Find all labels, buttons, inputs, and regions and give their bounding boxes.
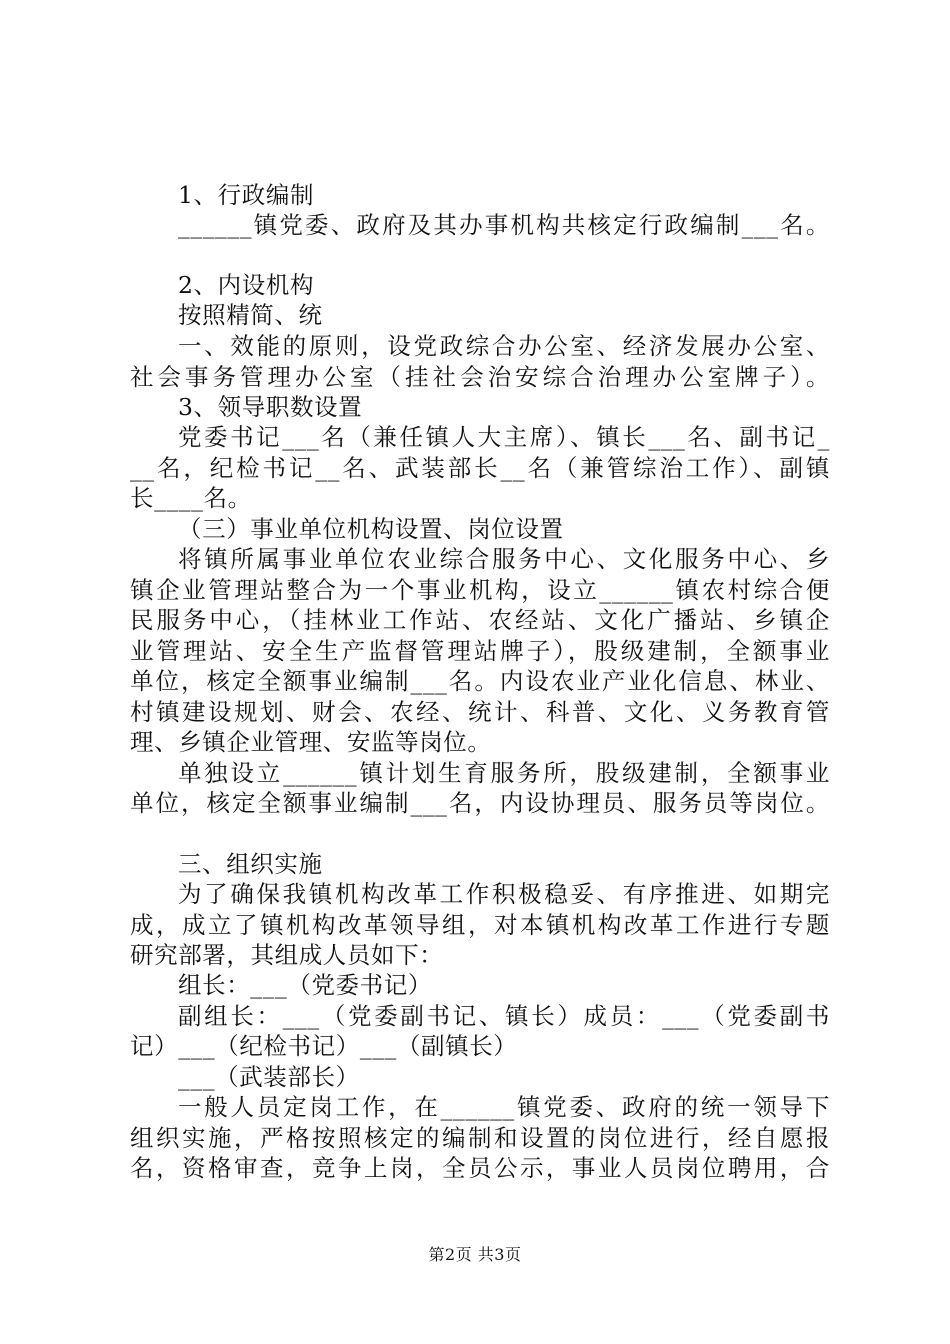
- paragraph-line: 将镇所属事业单位农业综合服务中心、文化服务中心、乡: [178, 545, 830, 573]
- section-heading: 3、领导职数设置: [178, 393, 363, 421]
- section-heading: 三、组织实施: [178, 850, 323, 878]
- paragraph-line: __名，纪检书记__名、武装部长__名（兼管综治工作）、副镇: [130, 454, 830, 482]
- paragraph-line: 记）___（纪检书记）___（副镇长）: [130, 1032, 518, 1060]
- paragraph-line: ___（武装部长）: [178, 1063, 360, 1091]
- paragraph-line: 按照精简、统: [178, 301, 323, 329]
- paragraph-line: 长____名。: [130, 484, 252, 512]
- paragraph-line: 组长：___（党委书记）: [178, 971, 432, 999]
- paragraph-line: 民服务中心，（挂林业工作站、农经站、文化广播站、乡镇企: [130, 606, 830, 634]
- paragraph-line: ______镇党委、政府及其办事机构共核定行政编制___名。: [178, 211, 830, 239]
- paragraph-line: 理、乡镇企业管理、安监等岗位。: [130, 728, 492, 756]
- section-heading: 2、内设机构: [178, 271, 315, 299]
- paragraph-line: 镇企业管理站整合为一个事业机构，设立______镇农村综合便: [130, 576, 830, 604]
- paragraph-line: 单位，核定全额事业编制___名，内设协理员、服务员等岗位。: [130, 789, 830, 817]
- paragraph-line: 为了确保我镇机构改革工作积极稳妥、有序推进、如期完: [178, 880, 830, 908]
- paragraph-line: 一般人员定岗工作，在______镇党委、政府的统一领导下: [178, 1093, 830, 1121]
- section-heading: 1、行政编制: [178, 181, 315, 209]
- paragraph-line: 单位，核定全额事业编制___名。内设农业产业化信息、林业、: [130, 667, 830, 695]
- paragraph-line: 单独设立______镇计划生育服务所，股级建制，全额事业: [178, 759, 830, 787]
- paragraph-line: 社会事务管理办公室（挂社会治安综合治理办公室牌子）。: [130, 363, 830, 391]
- paragraph-line: 党委书记___名（兼任镇人大主席）、镇长___名、副书记_: [178, 423, 830, 451]
- paragraph-line: 成，成立了镇机构改革领导组，对本镇机构改革工作进行专题: [130, 911, 830, 939]
- paragraph-line: 业管理站、安全生产监督管理站牌子），股级建制，全额事业: [130, 637, 830, 665]
- paragraph-line: 村镇建设规划、财会、农经、统计、科普、文化、义务教育管: [130, 698, 830, 726]
- paragraph-line: 研究部署，其组成人员如下：: [130, 941, 444, 969]
- paragraph-line: 名，资格审查，竞争上岗，全员公示，事业人员岗位聘用，合: [130, 1154, 830, 1182]
- paragraph-line: 一、效能的原则，设党政综合办公室、经济发展办公室、: [178, 332, 830, 360]
- paragraph-line: 组织实施，严格按照核定的编制和设置的岗位进行，经自愿报: [130, 1124, 830, 1152]
- paragraph-line: 副组长：___（党委副书记、镇长）成员：___（党委副书: [178, 1002, 830, 1030]
- page-indicator: 第2页 共3页: [428, 1245, 522, 1264]
- section-heading: （三）事业单位机构设置、岗位设置: [178, 515, 564, 543]
